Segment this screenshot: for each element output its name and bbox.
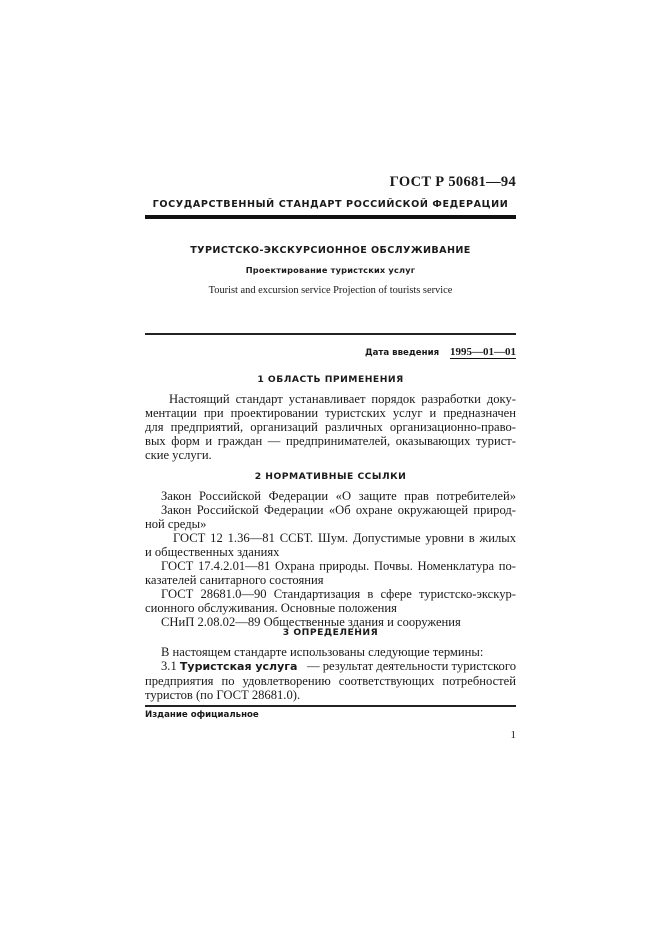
definition-term: Туристская услуга [179, 660, 298, 673]
section-scope-body [145, 392, 516, 462]
reference-item-cont: казателей санитарного состояния [145, 573, 324, 587]
document-subtitle: Проектирование туристских услуг [245, 265, 416, 275]
reference-item-cont: сионного обслуживания. Основные положения [145, 601, 397, 615]
section-references-body [145, 489, 516, 629]
definition-text: — результат деятельности туристского [306, 659, 516, 673]
introduction-date-value: 1995—01—01 [450, 346, 516, 358]
text-line: вых форм и граждан — предпринимателей, оказывающих турист- [145, 434, 516, 448]
text-line: ские услуги. [145, 448, 212, 462]
text-line: В настоящем стандарте использованы следующие термины: [161, 645, 484, 659]
reference-item: ГОСТ 17.4.2.01—81 Охрана природы. Почвы. Номенклатура по- [161, 559, 516, 573]
text-line: Настоящий стандарт устанавливает порядок разработки доку- [169, 392, 516, 406]
section-heading-references: 2 НОРМАТИВНЫЕ ССЫЛКИ [254, 471, 407, 482]
state-standard-label: ГОСУДАРСТВЕННЫЙ СТАНДАРТ РОССИЙСКОЙ ФЕДЕРАЦИИ [152, 199, 509, 210]
document-title: ТУРИСТСКО-ЭКСКУРСИОННОЕ ОБСЛУЖИВАНИЕ [190, 245, 471, 256]
text-line: для предприятий, организаций различных организационно-право- [145, 420, 516, 434]
introduction-date [365, 346, 516, 358]
title-rule [145, 333, 516, 335]
reference-item: Закон Российской Федерации «Об охране окружающей природ- [161, 503, 516, 517]
text-line: предприятия по удовлетворению соответствующих потребностей [145, 674, 516, 688]
header-rule [145, 215, 516, 219]
definition-line [145, 659, 516, 674]
reference-item: ГОСТ 28681.0—90 Стандартизация в сфере туристско-экскур- [161, 587, 516, 601]
document-title-english: Tourist and excursion service Projection of tourists service [208, 285, 453, 296]
gost-code: ГОСТ Р 50681—94 [389, 174, 516, 190]
definition-term-group [161, 659, 297, 674]
section-heading-definitions: 3 ОПРЕДЕЛЕНИЯ [282, 627, 379, 638]
definition-number: 3.1 [161, 659, 177, 673]
introduction-date-label: Дата введения [364, 348, 440, 358]
reference-item-cont: и общественных зданиях [145, 545, 280, 559]
text-line: туристов (по ГОСТ 28681.0). [145, 688, 301, 702]
reference-item: Закон Российской Федерации «О защите прав потребителей» [161, 489, 516, 503]
reference-item-cont: ной среды» [145, 517, 207, 531]
footer-rule [145, 705, 516, 707]
edition-label: Издание официальное [145, 710, 259, 720]
reference-item: ГОСТ 12 1.36—81 ССБТ. Шум. Допустимые уровни в жилых [173, 531, 516, 545]
text-line: ментации при проектировании туристских услуг и предназначен [145, 406, 516, 420]
section-heading-scope: 1 ОБЛАСТЬ ПРИМЕНЕНИЯ [257, 374, 404, 385]
section-definitions-body [145, 645, 516, 702]
reference-item: СНиП 2.08.02—89 Общественные здания и сооружения [161, 615, 461, 629]
page-number: 1 [510, 729, 516, 741]
